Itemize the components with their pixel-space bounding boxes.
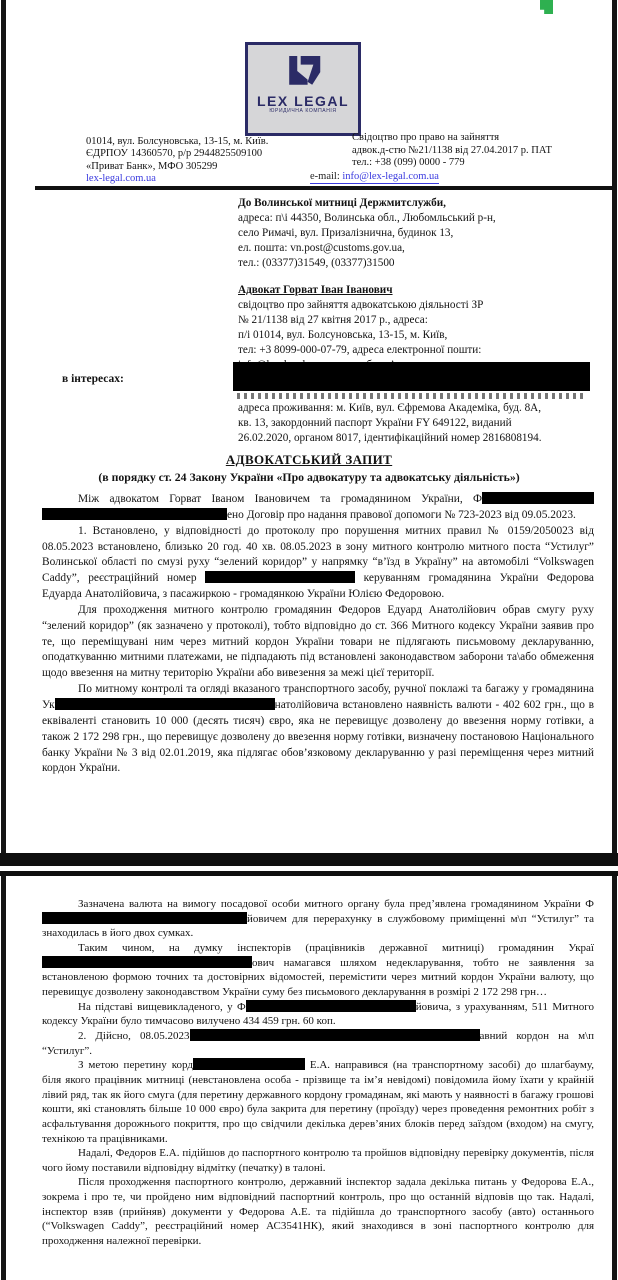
document-paragraph: 2. Дійсно, 08.05.2023 авний кордон на м\п “Устилуг”. [42, 1029, 594, 1057]
lex-legal-logo-mark [280, 48, 326, 94]
page1-body [42, 492, 594, 777]
text-line: «Приват Банк», МФО 305299 [86, 160, 218, 172]
text-line: Свідоцтво про право на зайняття [352, 132, 500, 143]
logo-text: LEX LEGAL [256, 93, 350, 109]
document-paragraph: На підставі вищевикладеного, у Ф йовича, з урахуванням, 511 Митного кодексу України було тимчасово вилучено 434 459 грн. 60 коп. [42, 1000, 594, 1028]
advocate-title: Адвокат Горват Іван Іванович [238, 284, 393, 296]
document-paragraph: Зазначена валюта на вимогу посадової особи митного органу була пред’явлена громадянином України Фйовичем для перерахунку в службовому приміщенні м\п “Устилуг” та знаходилась в його двох сумках. [42, 898, 594, 940]
text-line: № 21/1138 від 27 квітня 2017 р., адреса: [238, 313, 428, 326]
logo-tagline: ЮРИДИЧНА КОМПАНІЯ [269, 108, 337, 114]
website-link: lex-legal.com.ua [86, 173, 324, 186]
document-paragraph: З метою перетину корд Е.А. направився (на транспортному засобі) до шлагбауму, біля якого працівник митниці (невстановлена особа - прізвище та ім’я невідомі) повідомила йому їхати у крайній лівий ряд, так як його смуга (для перетину державного кордону громадянам, які мають у наявності в багажу грошові кошти, які становлять більше 10 000 євро) була закрита для перетину (проїзду) через проведення ремонтних робіт з асфальтування дорожнього покриття, про що свідчили декілька дерев’яних блоків перед заїздом (входом) на смугу, технікою та працівниками. [42, 1059, 594, 1145]
document-paragraph: Надалі, Федоров Е.А. підійшов до паспортного контролю та пройшов відповідну перевірку документів, після чого йому поставили відповідну відмітку (печатку) в талоні. [42, 1147, 594, 1174]
email-label: e-mail: [310, 171, 340, 182]
redaction-bar [55, 698, 275, 710]
text-line: тел: +3 8099-000-07-79, адреса електронної пошти: [238, 343, 482, 356]
text-line: тел.: (03377)31549, (03377)31500 [238, 256, 395, 269]
partially-obscured-text-line [237, 393, 583, 399]
firm-contact-block-left [86, 136, 324, 187]
document-paragraph: Для проходження митного контролю громадянин Федоров Едуард Анатолійович обрав смугу руху “зелений коридор” (як зазначено у протоколі), тобто відповідно до ст. 366 Митного кодексу України заявив про те, що переміщувані ним через митний кордон України товари не підлягають письмовому декларуванню, оподаткуванню митними платежами, не підпадають під встановлені законодавством заборони та\або обмеження щодо ввезення на митну територію України або вивезення за межі цієї території. [42, 603, 594, 680]
redaction-bar [42, 956, 252, 968]
text-line: п/і 01014, вул. Болсуновська, 13-15, м. Київ, [238, 328, 448, 341]
document-paragraph: 1. Встановлено, у відповідності до протоколу про порушення митних правил № 0159/2050023 від 08.05.2023 встановлено, близько 20 год. 40 хв. 08.05.2023 в зону митного контролю митного поста “Устилуг” Волинської області по смузі руху “зелений коридор” у напрямку “в’їзд в Україну” на автомобілі “Volkswagen Caddy”, реєстраційний номер керуванням громадянина України Федорова Едуарда Анатолійовича, з пасажиркою - громадянкою України Юлією Федоровою. [42, 524, 594, 601]
text-line: тел.: +38 (099) 0000 - 779 [352, 157, 465, 169]
redaction-bar [42, 912, 247, 924]
page2-body [42, 897, 594, 1249]
document-subtitle: (в порядку ст. 24 Закону України «Про адвокатуру та адвокатську діяльність») [98, 470, 520, 484]
text-line: адреса проживання: м. Київ, вул. Єфремова Академіка, буд. 8А, [238, 402, 542, 414]
email-link: info@lex-legal.com.ua [342, 171, 439, 182]
page2-top-edge [0, 871, 618, 876]
text-line: село Римачі, вул. Призалізнична, будинок 13, [238, 226, 454, 239]
firm-address-lines [86, 136, 324, 173]
addressee-block [238, 196, 606, 271]
advocate-block [238, 283, 606, 372]
page-break-bar [0, 853, 618, 866]
email-line [310, 171, 439, 184]
interests-visible-lines [238, 401, 610, 445]
redaction-bar [246, 1000, 416, 1012]
text-line: 01014, вул. Болсуновська, 13-15, м. Київ. [86, 136, 269, 147]
addressee-lines [238, 211, 606, 271]
page1-right-scan-border [612, 0, 617, 853]
interests-details [238, 401, 610, 445]
redaction-bar [190, 1029, 480, 1041]
interests-label: в інтересах: [62, 373, 124, 385]
text-line: ЄДРПОУ 14360570, р/р 2944825509100 [86, 148, 263, 160]
redaction-bar [233, 362, 590, 391]
text-line: свідоцтво про зайняття адвокатською діяльності ЗР [238, 298, 484, 311]
redaction-bar [193, 1058, 305, 1070]
document-title: АДВОКАТСЬКИЙ ЗАПИТ [225, 452, 393, 467]
document-paragraph: По митному контролі та огляді вказаного транспортного засобу, ручної поклажі та багажу у громадянина Ук натолійовича встановлено наявність валюти - 402 602 грн., що в еквіваленті становить 10 000 (десять тисяч) євро, яка не перевищує дозволену до ввезення норму готівки, а також 2 172 298 грн., що перевищує дозволену до ввезення норму готівки, визначену постановою Національного банку України № 3 від 02.01.2019, яка підлягає обов’язковому декларуванню у разі переміщення через митний кордон України. [42, 683, 594, 775]
text-line: адвок.д-стю №21/1138 від 27.04.2017 р. ПАТ [352, 144, 552, 156]
text-line: кв. 13, закордонний паспорт України FY 649122, виданий [238, 416, 512, 429]
page2-left-scan-border [1, 876, 6, 1280]
page1-left-scan-border [1, 0, 6, 853]
document-paragraph: Після проходження паспортного контролю, державний інспектор задала декілька питань у Федорова Е.А., зокрема і про те, чи пройдено ним відповідний паспортний контроль, про що останній відповів що так. Надалі, інспектор взяв (прийняв) документи у Федорова А.Е. та підійшла до транспортного засобу (авто) останнього (“Volkswagen Caddy”, реєстраційний номер АС3541НК), який знаходився в зоні паспортного контролю для проходження належної перевірки. [42, 1176, 594, 1248]
addressee-title: До Волинської митниці Держмитслужби, [238, 197, 446, 209]
page2-right-scan-border [612, 876, 617, 1280]
document-paragraph: Між адвокатом Горват Іваном Івановичем та громадянином України, Фено Договір про надання правової допомоги № 723-2023 від 09.05.2023. [42, 492, 594, 524]
text-line: ел. пошта: vn.post@customs.gov.ua, [238, 241, 405, 254]
firm-contact-block-right [352, 132, 552, 170]
redaction-bar [42, 508, 227, 520]
redaction-bar [205, 571, 355, 583]
document-paragraph: Таким чином, на думку інспекторів (працівників державної митниці) громадянин Україович намагався шляхом недекларування, тобто не заявлення за встановленою формою точних та достовірних відомостей, перемістити через митний кордон України валюту, що перевищує дозволену законодавством України суму без письмового декларування в розмірі 2 172 298 грн… [42, 941, 594, 998]
redaction-bar [482, 492, 594, 504]
certificate-lines [352, 132, 552, 170]
text-line: адреса: п\і 44350, Волинська обл., Любомльський р-н, [238, 211, 496, 224]
lex-legal-logo [245, 42, 361, 136]
header-divider-rule [35, 186, 613, 190]
text-line: 26.02.2020, органом 8017, ідентифікаційний номер 2816808194. [238, 431, 542, 444]
green-messenger-artifact-icon [540, 0, 553, 14]
